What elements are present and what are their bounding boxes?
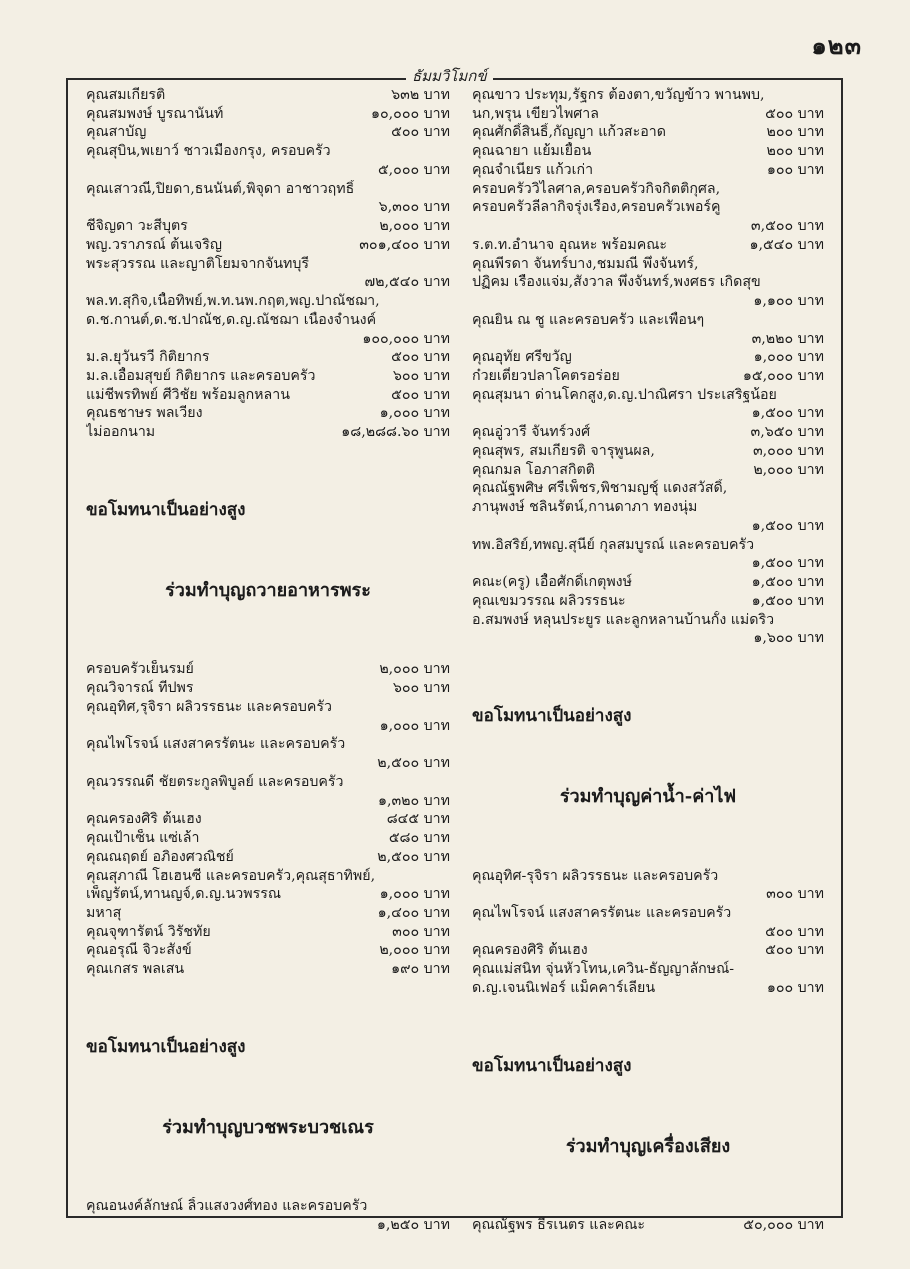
donation-amount: ๑๐๐ บาท <box>766 161 824 178</box>
donor-entry-amount <box>86 330 450 349</box>
donor-name: ไม่ออกนาม <box>86 424 156 441</box>
donor-name: พญ.วราภรณ์ ต้นเจริญ <box>86 236 222 253</box>
donor-entry-amount <box>472 885 824 904</box>
donor-entry <box>86 348 450 367</box>
donor-name-line: ครอบครัววิไลศาล,ครอบครัวกิจกิตติกุศล, <box>472 180 721 197</box>
donation-amount: ๓,๒๒๐ บาท <box>751 330 824 347</box>
donor-entry <box>86 105 450 124</box>
donation-amount: ๒๐๐ บาท <box>766 124 824 141</box>
page-number: ๑๒๓ <box>811 31 862 60</box>
donor-name-line: คุณอุทิศ,รุจิรา ผลิวรรธนะ และครอบครัว <box>86 698 332 715</box>
donor-name-line: ทพ.อิสริย์,ทพญ.สุนีย์ กุลสมบูรณ์ และครอบครัว <box>472 536 755 553</box>
donation-amount: ๑,๐๐๐ บาท <box>379 886 450 903</box>
donor-entry <box>86 404 450 423</box>
donor-entry <box>86 367 450 386</box>
donor-name-line: คุณไพโรจน์ แสงสาครรัตนะ และครอบครัว <box>86 736 346 753</box>
donor-name-line: คุณไพโรจน์ แสงสาครรัตนะ และครอบครัว <box>472 905 732 922</box>
donor-name: คุณอู่วารี จันทร์วงศ์ <box>472 424 591 441</box>
donor-entry <box>472 105 824 124</box>
donor-entry-amount <box>472 404 824 423</box>
donor-name-line: คุณเสาวณี,ปิยดา,ธนนันต์,พิจุดา อาชาวฤทธิ์ <box>86 180 355 197</box>
donor-list <box>86 86 450 442</box>
donation-amount: ๒,๐๐๐ บาท <box>379 942 450 959</box>
donor-name: คุณณัฐพร ธีรเนตร และคณะ <box>472 1217 646 1234</box>
donor-name-line: อ.สมพงษ์ หลุนประยูร และลูกหลานบ้านกั้ง แม่ดริว <box>472 611 775 628</box>
donation-amount: ๕๐๐ บาท <box>765 105 824 122</box>
donor-name: คุณธชาษร พลเวียง <box>86 405 203 422</box>
donor-name: คุณเป้าเซ็น แซ่เล้า <box>86 830 200 847</box>
donor-entry <box>86 960 450 979</box>
donor-entry-amount <box>86 717 450 736</box>
donor-entry <box>86 885 450 904</box>
donation-amount: ๑,๕๐๐ บาท <box>751 574 824 591</box>
donor-entry-amount <box>472 554 824 573</box>
donation-amount: ๑,๐๐๐ บาท <box>379 405 450 422</box>
donor-name: คุณเกสร พลเสน <box>86 961 185 978</box>
donor-name-line: คุณอุทิศ-รุจิรา ผลิวรรธนะ และครอบครัว <box>472 867 719 884</box>
donation-amount: ๕๐๐ บาท <box>391 124 450 141</box>
donation-amount: ๑,๕๐๐ บาท <box>751 592 824 609</box>
donor-name-line: ภานุพงษ์ ชลินรัตน์,กานดาภา ทองนุ่ม <box>472 499 698 516</box>
donor-name-line: คุณสุมนา ด่านโคกสูง,ด.ญ.ปาณิศรา ประเสริฐน้อย <box>472 386 777 403</box>
donor-entry <box>86 679 450 698</box>
donation-amount: ๒,๐๐๐ บาท <box>753 461 824 478</box>
donor-name: คุณสุพร, สมเกียรติ จารุพูนผล, <box>472 442 655 459</box>
donation-amount: ๓๐๑,๔๐๐ บาท <box>359 236 450 253</box>
donor-name: ด.ญ.เจนนิเฟอร์ แม็คคาร์เลียน <box>472 979 656 996</box>
donor-name: คุณสมเกียรติ <box>86 87 166 103</box>
donor-entry-amount <box>86 198 450 217</box>
left-column <box>86 86 450 1235</box>
donor-name: คุณสมพงษ์ บูรณานันท์ <box>86 105 224 122</box>
donor-name-line: คุณพีรดา จันทร์บาง,ชมมณี พึ่งจันทร์, <box>472 255 699 272</box>
donor-entry-amount <box>472 217 824 236</box>
thanks-note: ขอโมทนาเป็นอย่างสูง <box>472 706 632 727</box>
donation-amount: ๒,๕๐๐ บาท <box>377 848 450 865</box>
donation-amount: ๒๐๐ บาท <box>766 143 824 160</box>
donor-entry-amount <box>86 1216 450 1235</box>
donor-entry-amount <box>472 629 824 648</box>
donor-entry-amount <box>472 517 824 536</box>
donation-amount: ๗๒,๕๔๐ บาท <box>364 274 450 291</box>
donor-name-line: คุณแม่สนิท จุ่นหัวโทน,เควิน-ธัญญาลักษณ์- <box>472 961 735 978</box>
donor-entry <box>472 348 824 367</box>
donor-name-line: พระสุวรรณ และญาติโยมจากจันทบุรี <box>86 255 310 272</box>
donor-name-line: ครอบครัวลีลากิจรุ่งเรือง,ครอบครัวเพอร์คู <box>472 199 721 216</box>
journal-title: ธัมมวิโมกข์ <box>406 64 493 88</box>
donation-amount: ๑,๕๐๐ บาท <box>751 517 824 534</box>
donor-list <box>472 1216 824 1235</box>
donor-entry <box>472 123 824 142</box>
donor-entry <box>86 660 450 679</box>
donor-entry-amount <box>472 330 824 349</box>
donor-name: นก,พรุน เขียวไพศาล <box>472 105 599 122</box>
donor-name: คุณครองศิริ ต้นเฮง <box>86 811 202 828</box>
donation-amount: ๕,๐๐๐ บาท <box>377 161 450 178</box>
section-heading-ordination: ร่วมทำบุญบวชพระบวชเณร <box>162 1117 374 1139</box>
donor-list <box>86 1197 450 1234</box>
donor-name: คุณกมล โอภาสกิตติ <box>472 461 595 478</box>
donor-entry-amount <box>472 292 824 311</box>
donor-name-line: คุณขาว ประทุม,รัฐกร ต้องตา,ขวัญข้าว พานพบ, <box>472 87 765 103</box>
donor-entry <box>86 386 450 405</box>
donor-entry <box>86 829 450 848</box>
donation-amount: ๑๐๐ บาท <box>766 979 824 996</box>
donor-name-line: ปฏิคม เรืองแจ่ม,สังวาล พึ่งจันทร์,พงศธร เกิดสุข <box>472 274 761 291</box>
donor-entry <box>86 810 450 829</box>
section-heading-sound-system: ร่วมทำบุญเครื่องเสียง <box>565 1135 731 1157</box>
donor-name: คุณครองศิริ ต้นเฮง <box>472 942 588 959</box>
donor-name: ร.ต.ท.อำนาจ อุณหะ พร้อมคณะ <box>472 236 667 253</box>
donor-name-line: คุณณัฐพศิษ ศรีเพ็ชร,พิชามญชุ์ แดงสวัสดิ์, <box>472 480 728 497</box>
donor-name: ม.ล.ยุวันรวี กิติยากร <box>86 349 210 366</box>
donation-amount: ๑,๓๒๐ บาท <box>377 792 450 809</box>
donor-name-line: พล.ท.สุกิจ,เนื้อทิพย์,พ.ท.นพ.กฤต,พญ.ปาณัชฌา, <box>86 293 380 310</box>
donation-amount: ๖๐๐ บาท <box>392 368 450 385</box>
donor-entry <box>86 848 450 867</box>
donation-amount: ๑๘,๒๘๘.๖๐ บาท <box>341 424 450 441</box>
donor-entry <box>472 573 824 592</box>
donor-entry <box>472 161 824 180</box>
donor-name-line: คุณวรรณดี ชัยตระกูลพิบูลย์ และครอบครัว <box>86 773 344 790</box>
donor-name: คุณจำเนียร แก้วเก่า <box>472 161 594 178</box>
donor-name-line: ด.ช.กานต์,ด.ช.ปาณัช,ด.ญ.ณัชฌา เนื่องจำนงค์ <box>86 311 377 328</box>
thanks-note: ขอโมทนาเป็นอย่างสูง <box>86 1037 246 1058</box>
donor-entry <box>472 236 824 255</box>
donation-amount: ๑,๔๐๐ บาท <box>377 905 450 922</box>
donor-name: คุณศักดิ์สินธิ์,กัญญา แก้วสะอาด <box>472 124 666 141</box>
donation-amount: ๑๐,๐๐๐ บาท <box>371 105 450 122</box>
donor-entry <box>472 1216 824 1235</box>
donor-entry <box>86 123 450 142</box>
donor-entry-amount <box>472 923 824 942</box>
donation-amount: ๘๔๕ บาท <box>386 811 450 828</box>
donor-name: คุณฉายา แย้มเยื้อน <box>472 143 592 160</box>
donor-entry <box>86 904 450 923</box>
donor-name: คุณอรุณี จิวะสังข์ <box>86 942 192 959</box>
donor-list <box>472 867 824 998</box>
donor-entry <box>472 461 824 480</box>
donor-entry <box>86 923 450 942</box>
donation-amount: ๑,๕๐๐ บาท <box>751 405 824 422</box>
donation-amount: ๑,๒๕๐ บาท <box>376 1217 450 1234</box>
donor-entry <box>472 423 824 442</box>
donor-entry <box>86 423 450 442</box>
donation-amount: ๑๙๐ บาท <box>391 961 450 978</box>
donation-amount: ๖,๓๐๐ บาท <box>378 199 450 216</box>
thanks-note: ขอโมทนาเป็นอย่างสูง <box>86 500 246 521</box>
donor-entry <box>86 217 450 236</box>
donor-entry <box>472 592 824 611</box>
donor-entry-amount <box>86 754 450 773</box>
donor-list <box>86 660 450 978</box>
donation-amount: ๓,๐๐๐ บาท <box>752 442 824 459</box>
section-heading-utilities: ร่วมทำบุญค่าน้ำ-ค่าไฟ <box>559 786 737 808</box>
donor-entry-amount <box>86 161 450 180</box>
donation-amount: ๓๐๐ บาท <box>766 886 824 903</box>
donation-amount: ๑,๐๐๐ บาท <box>753 349 824 366</box>
donor-entry-amount <box>86 792 450 811</box>
donation-amount: ๓,๕๐๐ บาท <box>750 218 824 235</box>
thanks-note: ขอโมทนาเป็นอย่างสูง <box>472 1055 632 1076</box>
donor-name: คุณจุฑารัตน์ วิรัชทัย <box>86 923 211 940</box>
donor-name: ก๋วยเตี๋ยวปลาโคตรอร่อย <box>472 368 620 385</box>
donation-amount: ๖๓๒ บาท <box>391 87 450 103</box>
donor-name: ครอบครัวเย็นรมย์ <box>86 661 194 678</box>
donor-name: แม่ชีพรทิพย์ ศีวิชัย พร้อมลูกหลาน <box>86 386 290 403</box>
donor-name: ม.ล.เอื้อมสุขย์ กิติยากร และครอบครัว <box>86 368 316 385</box>
donation-amount: ๒,๕๐๐ บาท <box>377 755 450 772</box>
donor-name: มหาสุ <box>86 905 122 922</box>
donation-amount: ๕๐๐ บาท <box>391 386 450 403</box>
donation-amount: ๑,๑๐๐ บาท <box>753 293 824 310</box>
donation-amount: ๕๐๐ บาท <box>765 942 824 959</box>
donation-amount: ๖๐๐ บาท <box>392 680 450 697</box>
donor-list <box>472 86 824 648</box>
donor-entry <box>472 979 824 998</box>
donor-entry <box>472 941 824 960</box>
donor-name: คณะ(ครู) เอื้อศักดิ์เกตุพงษ์ <box>472 574 632 591</box>
donor-name-line: คุณยิน ณ ชู และครอบครัว และเพื่อนๆ <box>472 311 705 328</box>
donor-entry-amount <box>86 273 450 292</box>
donation-amount: ๓๐๐ บาท <box>392 923 450 940</box>
donation-amount: ๑,๐๐๐ บาท <box>379 717 450 734</box>
donation-amount: ๑๐๐,๐๐๐ บาท <box>362 330 450 347</box>
donor-entry <box>472 367 824 386</box>
section-heading-food-offering: ร่วมทำบุญถวายอาหารพระ <box>165 580 371 602</box>
donation-amount: ๑๕,๐๐๐ บาท <box>742 368 824 385</box>
donor-name: คุณเขมวรรณ ผลิวรรธนะ <box>472 592 626 609</box>
donor-entry <box>86 941 450 960</box>
donor-name: เพ็ญรัตน์,ทานญจ์,ด.ญ.นวพรรณ <box>86 886 282 903</box>
donor-name: ชีจิญดา วะสีบุตร <box>86 218 188 235</box>
donation-amount: ๓,๖๕๐ บาท <box>750 424 824 441</box>
right-column <box>472 86 824 1235</box>
donation-amount: ๒,๐๐๐ บาท <box>379 218 450 235</box>
donor-name: คุณวิจารณ์ ทีปพร <box>86 680 194 697</box>
donation-amount: ๕๐๐ บาท <box>391 349 450 366</box>
donation-amount: ๕๐,๐๐๐ บาท <box>743 1217 824 1234</box>
donor-name: คุณสาบัญ <box>86 124 147 141</box>
donation-amount: ๑,๕๐๐ บาท <box>751 555 824 572</box>
donation-amount: ๒,๐๐๐ บาท <box>379 661 450 678</box>
donation-amount: ๕๘๐ บาท <box>388 830 450 847</box>
donor-entry <box>472 142 824 161</box>
donor-entry <box>86 236 450 255</box>
donor-entry <box>86 86 450 105</box>
donor-name: คุณณฤดย์ อภิองศวณิชย์ <box>86 848 234 865</box>
donor-name-line: คุณสุบิน,พเยาว์ ชาวเมืองกรุง, ครอบครัว <box>86 143 331 160</box>
donor-entry <box>472 442 824 461</box>
donor-name: คุณอุทัย ศรีขวัญ <box>472 349 572 366</box>
donor-name-line: คุณสุภาณี โฮเฮนซี และครอบครัว,คุณสุธาทิพย์, <box>86 867 376 884</box>
donation-amount: ๑,๕๔๐ บาท <box>749 236 824 253</box>
donation-amount: ๕๐๐ บาท <box>765 923 824 940</box>
donation-amount: ๑,๖๐๐ บาท <box>753 630 824 647</box>
donor-name-line: คุณอนงค์ลักษณ์ ลิ้วแสงวงศ์ทอง และครอบครัว <box>86 1198 368 1215</box>
